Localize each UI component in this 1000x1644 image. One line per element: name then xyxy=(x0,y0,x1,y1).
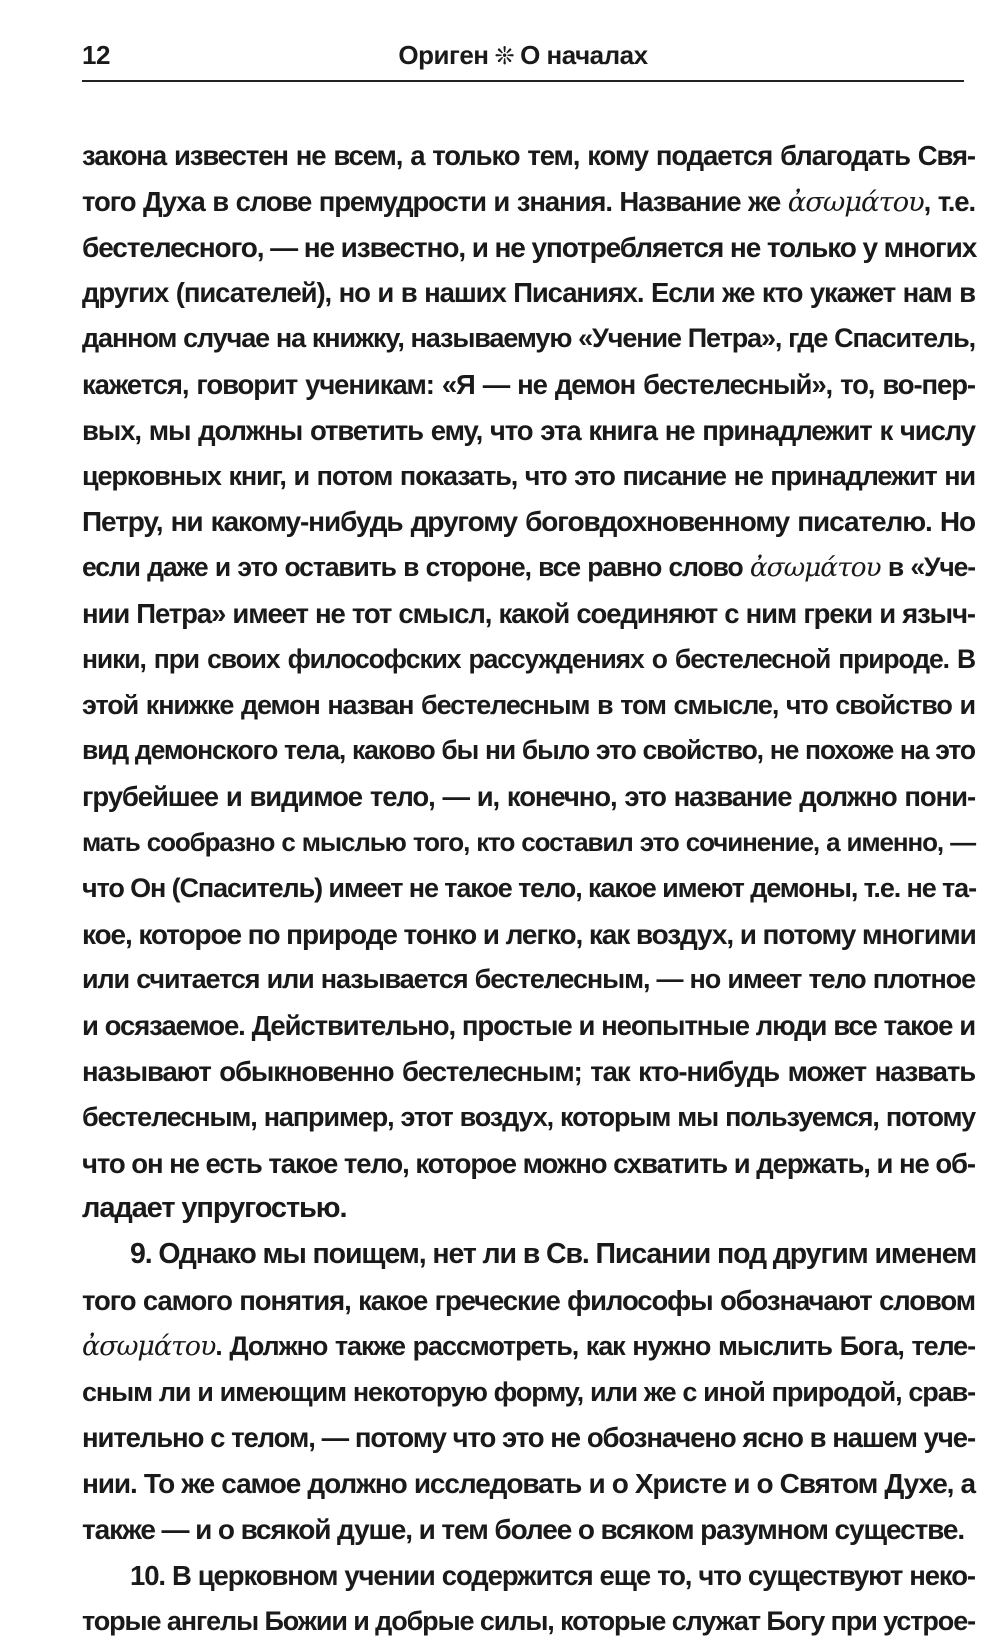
text-line: кое, которое по природе тонко и легко, как воздух, и потому многими xyxy=(82,912,975,958)
text-line: того Духа в слове премудрости и знания. Название же ἀσωμάτου, т.е. xyxy=(82,179,975,225)
text-line: называют обыкновенно бестелесным; так кто-нибудь может назвать xyxy=(82,1049,975,1095)
text-line: бестелесным, например, этот воздух, которым мы пользуемся, потому xyxy=(82,1095,975,1141)
text-line: данном случае на книжку, называемую «Учение Петра», где Спаситель, xyxy=(82,316,975,362)
text-line: кажется, говорит ученикам: «Я — не демон бестелесный», то, во-пер- xyxy=(82,362,975,408)
text-line: бестелесного, — не известно, и не употребляется не только у многих xyxy=(82,225,975,271)
text-line: вид демонского тела, каково бы ни было это свойство, не похоже на это xyxy=(82,728,975,774)
text-line: грубейшее и видимое тело, — и, конечно, это название должно пони- xyxy=(82,774,975,820)
text-line: торые ангелы Божии и добрые силы, которые служат Богу при устрое- xyxy=(82,1599,975,1644)
text-line: мать сообразно с мыслью того, кто составил это сочинение, а именно, — xyxy=(82,820,975,866)
greek-word: ἀσωμάτου xyxy=(82,1331,215,1362)
text-line: нительно с телом, — потому что это не обозначено ясно в нашем уче- xyxy=(82,1415,975,1461)
work-title: О началах xyxy=(520,40,647,70)
text-line: вых, мы должны ответить ему, что эта книга не принадлежит к числу xyxy=(82,408,975,454)
text-line: нии Петра» имеет не тот смысл, какой соединяют с ним греки и языч- xyxy=(82,591,975,637)
text-line: 10. В церковном учении содержится еще то, что существуют неко- xyxy=(82,1553,975,1599)
text-line: нии. То же самое должно исследовать и о Христе и о Святом Духе, а xyxy=(82,1461,975,1507)
body-text xyxy=(82,133,975,1644)
author-name: Ориген xyxy=(398,40,488,70)
text-line: что Он (Спаситель) имеет не такое тело, какое имеют демоны, т.е. не та- xyxy=(82,866,975,912)
text-line: церковных книг, и потом показать, что это писание не принадлежит ни xyxy=(82,454,975,500)
running-header xyxy=(82,36,964,82)
text-line: также — и о всякой душе, и тем более о всяком разумном существе. xyxy=(82,1507,975,1553)
greek-word: ἀσωμάτου xyxy=(788,186,924,218)
text-line: того самого понятия, какое греческие философы обозначают словом xyxy=(82,1278,975,1324)
ornament-icon: ❊ xyxy=(495,42,515,71)
running-title xyxy=(82,40,964,71)
text-line: или считается или называется бестелесным, — но имеет тело плотное xyxy=(82,957,975,1003)
text-line: этой книжке демон назван бестелесным в том смысле, что свойство и xyxy=(82,683,975,729)
text-line: 9. Однако мы поищем, нет ли в Св. Писании под другим именем xyxy=(82,1232,975,1278)
text-line: если даже и это оставить в стороне, все равно слово ἀσωμάτου в «Уче- xyxy=(82,545,975,591)
text-line: ники, при своих философских рассуждениях о бестелесной природе. В xyxy=(82,637,975,683)
greek-word: ἀσωμάτου xyxy=(750,552,881,583)
text-line: сным ли и имеющим некоторую форму, или же с иной природой, срав- xyxy=(82,1370,975,1416)
text-line: других (писателей), но и в наших Писаниях. Если же кто укажет нам в xyxy=(82,270,975,316)
text-line: закона известен не всем, а только тем, кому подается благодать Свя- xyxy=(82,133,975,179)
text-line: Петру, ни какому-нибудь другому боговдохновенному писателю. Но xyxy=(82,499,975,545)
text-line: ладает упругостью. xyxy=(82,1186,975,1232)
text-line: ἀσωμάτου. Должно также рассмотреть, как нужно мыслить Бога, теле- xyxy=(82,1324,975,1370)
text-line: и осязаемое. Действительно, простые и неопытные люди все такое и xyxy=(82,1003,975,1049)
text-line: что он не есть такое тело, которое можно схватить и держать, и не об- xyxy=(82,1141,975,1187)
page-number: 12 xyxy=(82,40,110,71)
